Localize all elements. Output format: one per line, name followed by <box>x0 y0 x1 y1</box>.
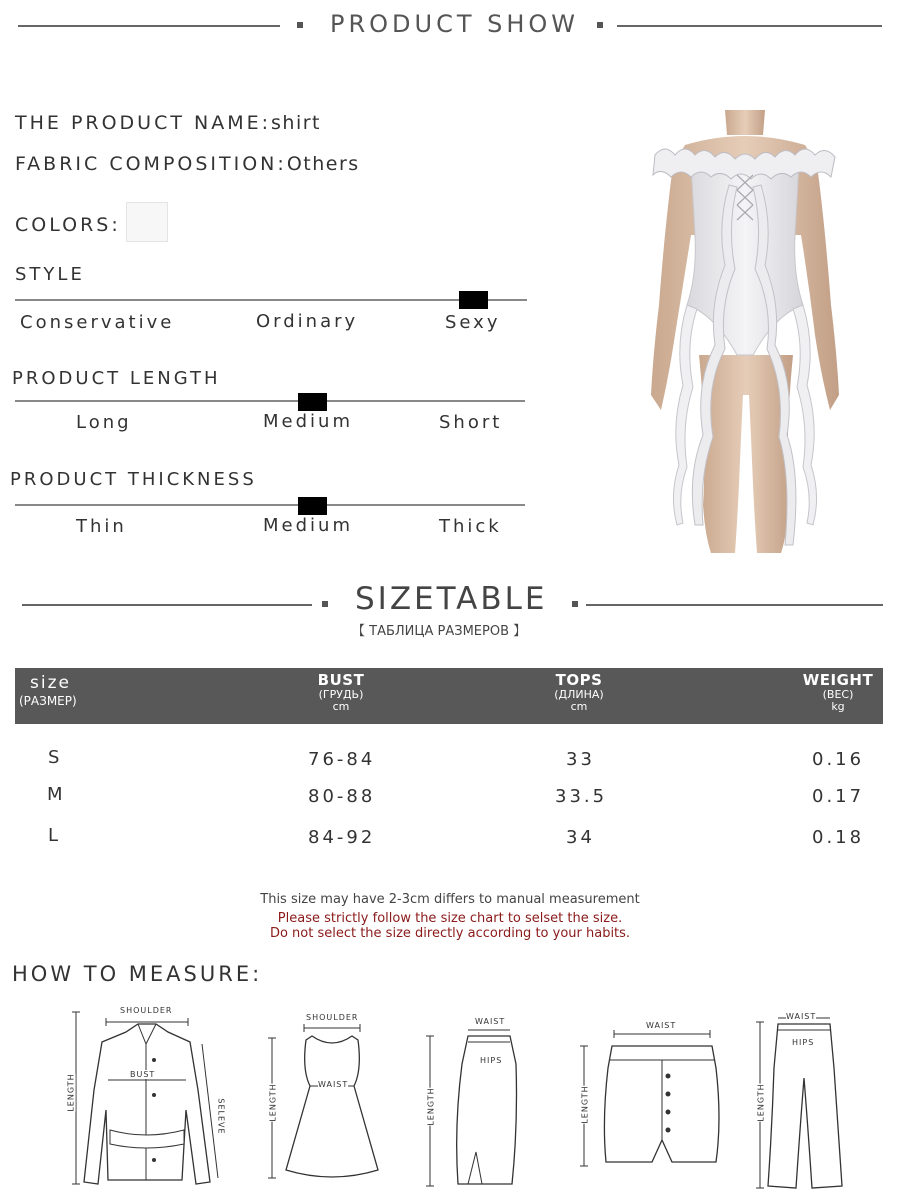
dress-waist-label: WAIST <box>318 1080 349 1089</box>
page-title: PRODUCT SHOW <box>330 10 580 38</box>
cell-bust: 84-92 <box>308 827 376 848</box>
jacket-diagram <box>58 1000 233 1190</box>
style-option-conservative: Conservative <box>20 312 175 333</box>
shorts-diagram <box>570 1020 730 1170</box>
sizetable-dot-right <box>572 601 578 607</box>
dress-length-label: LENGTH <box>268 1083 278 1122</box>
shorts-diagram-graphic <box>570 1020 730 1170</box>
shorts-waist-label: WAIST <box>646 1021 677 1030</box>
length-title: PRODUCT LENGTH <box>12 368 221 389</box>
dress-shoulder-label: SHOULDER <box>306 1013 359 1022</box>
cell-bust: 80-88 <box>308 786 376 807</box>
size-table-header <box>15 668 883 724</box>
cell-weight: 0.17 <box>812 786 865 807</box>
length-option-medium: Medium <box>263 411 353 432</box>
column-weight-unit: kg <box>831 699 845 713</box>
measurement-note: This size may have 2-3cm differs to manual measurement <box>260 892 640 907</box>
dress-diagram-graphic <box>258 1010 398 1190</box>
thickness-scale-line <box>15 504 525 506</box>
header-dot-right <box>597 22 603 28</box>
style-option-ordinary: Ordinary <box>256 311 359 332</box>
thickness-option-thin: Thin <box>76 516 127 537</box>
fabric-value: Others <box>286 153 360 175</box>
column-header-weight <box>798 672 878 713</box>
cell-weight: 0.16 <box>812 749 865 770</box>
color-swatch-white[interactable] <box>126 202 168 242</box>
column-bust-label: BUST <box>317 671 365 689</box>
column-header-size <box>15 674 95 708</box>
style-scale-marker <box>459 291 488 309</box>
warning-note-1: Please strictly follow the size chart to selset the size. <box>277 911 623 926</box>
how-to-measure-title: HOW TO MEASURE: <box>12 962 263 986</box>
column-size-sub: (РАЗМЕР) <box>19 693 77 708</box>
column-header-tops <box>539 672 619 713</box>
product-name-label: THE PRODUCT NAME: <box>15 112 272 134</box>
cell-bust: 76-84 <box>308 749 376 770</box>
cell-size: S <box>48 747 63 768</box>
thickness-title: PRODUCT THICKNESS <box>10 469 257 490</box>
column-weight-sub: (ВЕС) <box>822 687 854 701</box>
skirt-hips-label: HIPS <box>480 1056 503 1065</box>
dress-diagram <box>258 1010 398 1190</box>
sizetable-dot-left <box>322 601 328 607</box>
skirt-waist-label: WAIST <box>475 1017 506 1026</box>
column-bust-unit: cm <box>332 699 350 713</box>
fabric-composition <box>15 153 360 175</box>
column-tops-sub: (ДЛИНА) <box>554 687 604 701</box>
cell-tops: 33 <box>566 749 595 770</box>
jacket-bust-label: BUST <box>130 1070 156 1079</box>
header-rule-right <box>617 25 882 27</box>
product-name-value: shirt <box>271 112 321 134</box>
warning-note-2: Do not select the size directly according to your habits. <box>269 926 631 941</box>
thickness-option-thick: Thick <box>439 516 502 537</box>
sizetable-title: SIZETABLE <box>355 581 548 617</box>
cell-weight: 0.18 <box>812 827 865 848</box>
header-rule-left <box>18 25 280 27</box>
column-tops-label: TOPS <box>555 671 603 689</box>
style-scale-line <box>15 299 527 301</box>
pants-length-label: LENGTH <box>756 1083 766 1122</box>
length-scale-marker <box>298 393 327 411</box>
pants-diagram <box>746 1008 846 1194</box>
column-tops-unit: cm <box>570 699 588 713</box>
column-weight-label: WEIGHT <box>802 671 874 689</box>
cell-size: L <box>48 825 62 846</box>
sizetable-subtitle: 【 ТАБЛИЦА РАЗМЕРОВ 】 <box>352 624 527 639</box>
pants-hips-label: HIPS <box>792 1038 815 1047</box>
product-name <box>15 112 321 134</box>
jacket-shoulder-label: SHOULDER <box>120 1006 173 1015</box>
style-option-sexy: Sexy <box>445 312 501 333</box>
skirt-diagram <box>418 1016 528 1192</box>
jacket-sleeve-label: SELEVE <box>216 1098 226 1135</box>
cell-tops: 34 <box>566 827 595 848</box>
sizetable-rule-left <box>22 604 312 606</box>
header-dot-left <box>297 22 303 28</box>
pants-waist-label: WAIST <box>786 1012 817 1021</box>
sizetable-rule-right <box>586 604 883 606</box>
column-header-bust <box>301 672 381 713</box>
fabric-label: FABRIC COMPOSITION: <box>15 153 287 175</box>
cell-size: M <box>47 784 66 805</box>
thickness-option-medium: Medium <box>263 515 353 536</box>
shorts-length-label: LENGTH <box>580 1085 590 1124</box>
product-photo <box>625 105 865 560</box>
column-size-label: size <box>30 673 71 693</box>
product-photo-graphic <box>625 105 865 560</box>
length-scale-line <box>15 400 525 402</box>
cell-tops: 33.5 <box>555 786 608 807</box>
skirt-length-label: LENGTH <box>426 1087 436 1126</box>
length-option-short: Short <box>439 412 503 433</box>
thickness-scale-marker <box>298 497 327 515</box>
style-title: STYLE <box>15 264 85 285</box>
colors-label: COLORS: <box>15 214 121 236</box>
jacket-length-label: LENGTH <box>66 1073 76 1112</box>
jacket-diagram-graphic <box>58 1000 233 1190</box>
column-bust-sub: (ГРУДЬ) <box>318 687 364 701</box>
length-option-long: Long <box>76 412 132 433</box>
